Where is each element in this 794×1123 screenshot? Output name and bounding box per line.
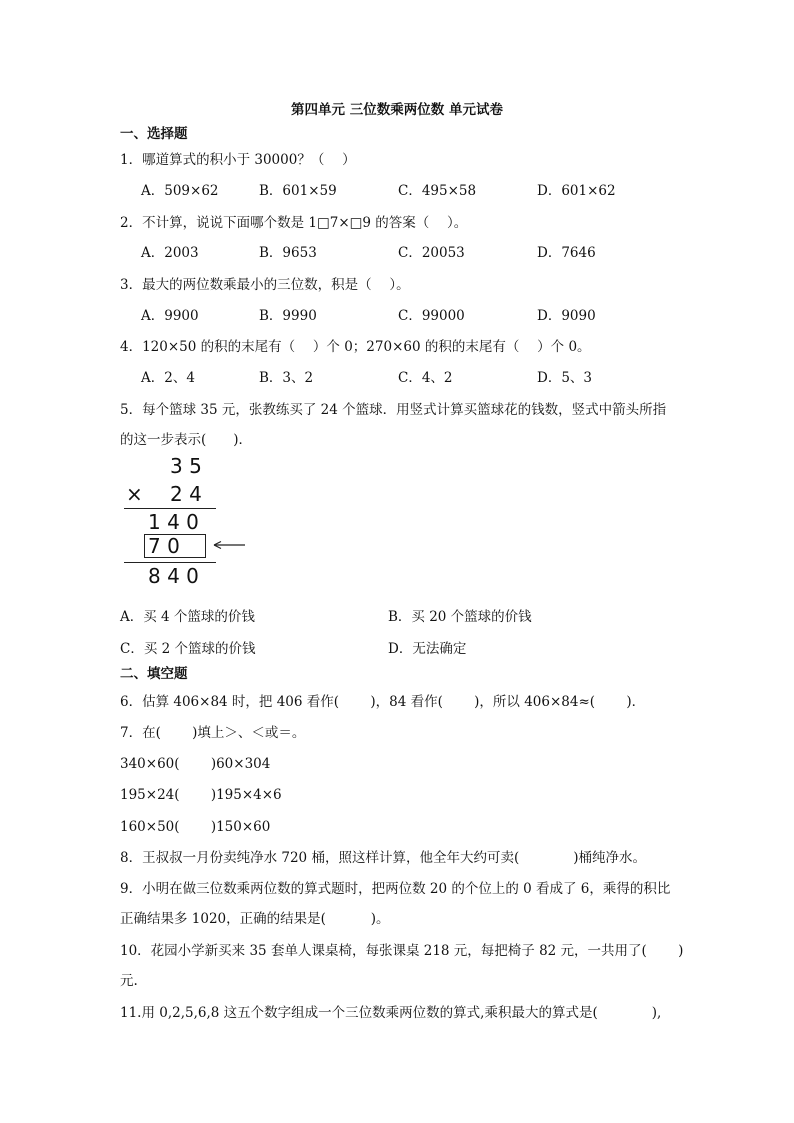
arrow-left-icon (212, 538, 246, 552)
page-title: 第四单元 三位数乘两位数 单元试卷 (291, 102, 503, 118)
rule-line-2 (124, 562, 216, 563)
question-5-line-2: 的这一步表示( )． (120, 432, 253, 448)
question-2-option-a: A．2003 (141, 245, 199, 261)
question-7c: 160×50( )150×60 (120, 819, 271, 835)
question-11: 11.用 0,2,5,6,8 这五个数字组成一个三位数乘两位数的算式,乘积最大的算式是( ), (120, 1005, 662, 1021)
question-7a: 340×60( )60×304 (120, 756, 271, 772)
question-4-option-a: A．2、4 (141, 370, 195, 386)
question-1-option-d: D．601×62 (537, 183, 616, 199)
question-2: 2．不计算，说说下面哪个数是 1□7×□9 的答案（ ）。 (120, 215, 468, 231)
question-8: 8．王叔叔一月份卖纯净水 720 桶，照这样计算，他全年大约可卖( )桶纯净水。 (120, 850, 646, 866)
question-1: 1．哪道算式的积小于 30000？（ ） (120, 152, 356, 168)
partial-product-2: 7 0 (148, 534, 180, 558)
question-3-option-c: C．99000 (398, 308, 465, 324)
rule-line-1 (124, 508, 216, 509)
question-10-line-2: 元. (120, 973, 138, 989)
question-9-line-2: 正确结果多 1020，正确的结果是( )。 (120, 911, 390, 927)
section-heading-choice: 一、选择题 (120, 126, 188, 142)
question-7: 7．在( )填上＞、＜或＝。 (120, 725, 306, 741)
question-5-option-a: A．买 4 个篮球的价钱 (120, 609, 255, 625)
multiply-sign: × (126, 482, 143, 506)
question-4-option-c: C．4、2 (398, 370, 453, 386)
question-2-option-b: B．9653 (259, 245, 317, 261)
question-5-option-b: B．买 20 个篮球的价钱 (388, 609, 532, 625)
question-3-option-a: A．9900 (141, 308, 199, 324)
question-4: 4．120×50 的积的末尾有（ ）个 0；270×60 的积的末尾有（ ）个 0。 (120, 339, 591, 355)
question-5-option-c: C．买 2 个篮球的价钱 (120, 641, 256, 657)
partial-product-1: 1 4 0 (148, 510, 199, 534)
question-1-option-c: C．495×58 (398, 183, 477, 199)
question-4-option-b: B．3、2 (259, 370, 314, 386)
question-7b: 195×24( )195×4×6 (120, 787, 282, 803)
question-6: 6．估算 406×84 时，把 406 看作( )，84 看作( )，所以 406×84≈( )． (120, 694, 646, 710)
question-4-option-d: D．5、3 (537, 370, 593, 386)
question-3-option-b: B．9990 (259, 308, 317, 324)
question-2-option-d: D．7646 (537, 245, 596, 261)
section-heading-fill: 二、填空题 (120, 666, 188, 682)
question-9-line-1: 9．小明在做三位数乘两位数的算式题时，把两位数 20 的个位上的 0 看成了 6，乘得的积比 (120, 881, 671, 897)
final-product: 8 4 0 (148, 564, 199, 588)
multiplier: 2 4 (170, 482, 202, 506)
question-3: 3．最大的两位数乘最小的三位数，积是（ ）。 (120, 277, 410, 293)
question-5-option-d: D．无法确定 (388, 641, 467, 657)
question-1-option-b: B．601×59 (259, 183, 337, 199)
vertical-multiplication (118, 452, 248, 590)
question-1-option-a: A．509×62 (141, 183, 219, 199)
question-3-option-d: D．9090 (537, 308, 596, 324)
question-2-option-c: C．20053 (398, 245, 465, 261)
multiplicand: 3 5 (170, 454, 202, 478)
question-10-line-1: 10．花园小学新买来 35 套单人课桌椅，每张课桌 218 元，每把椅子 82 元，一共用了( ) (120, 943, 684, 959)
question-5-line-1: 5．每个篮球 35 元，张教练买了 24 个篮球．用竖式计算买篮球花的钱数，竖式中箭头所指 (120, 402, 667, 418)
